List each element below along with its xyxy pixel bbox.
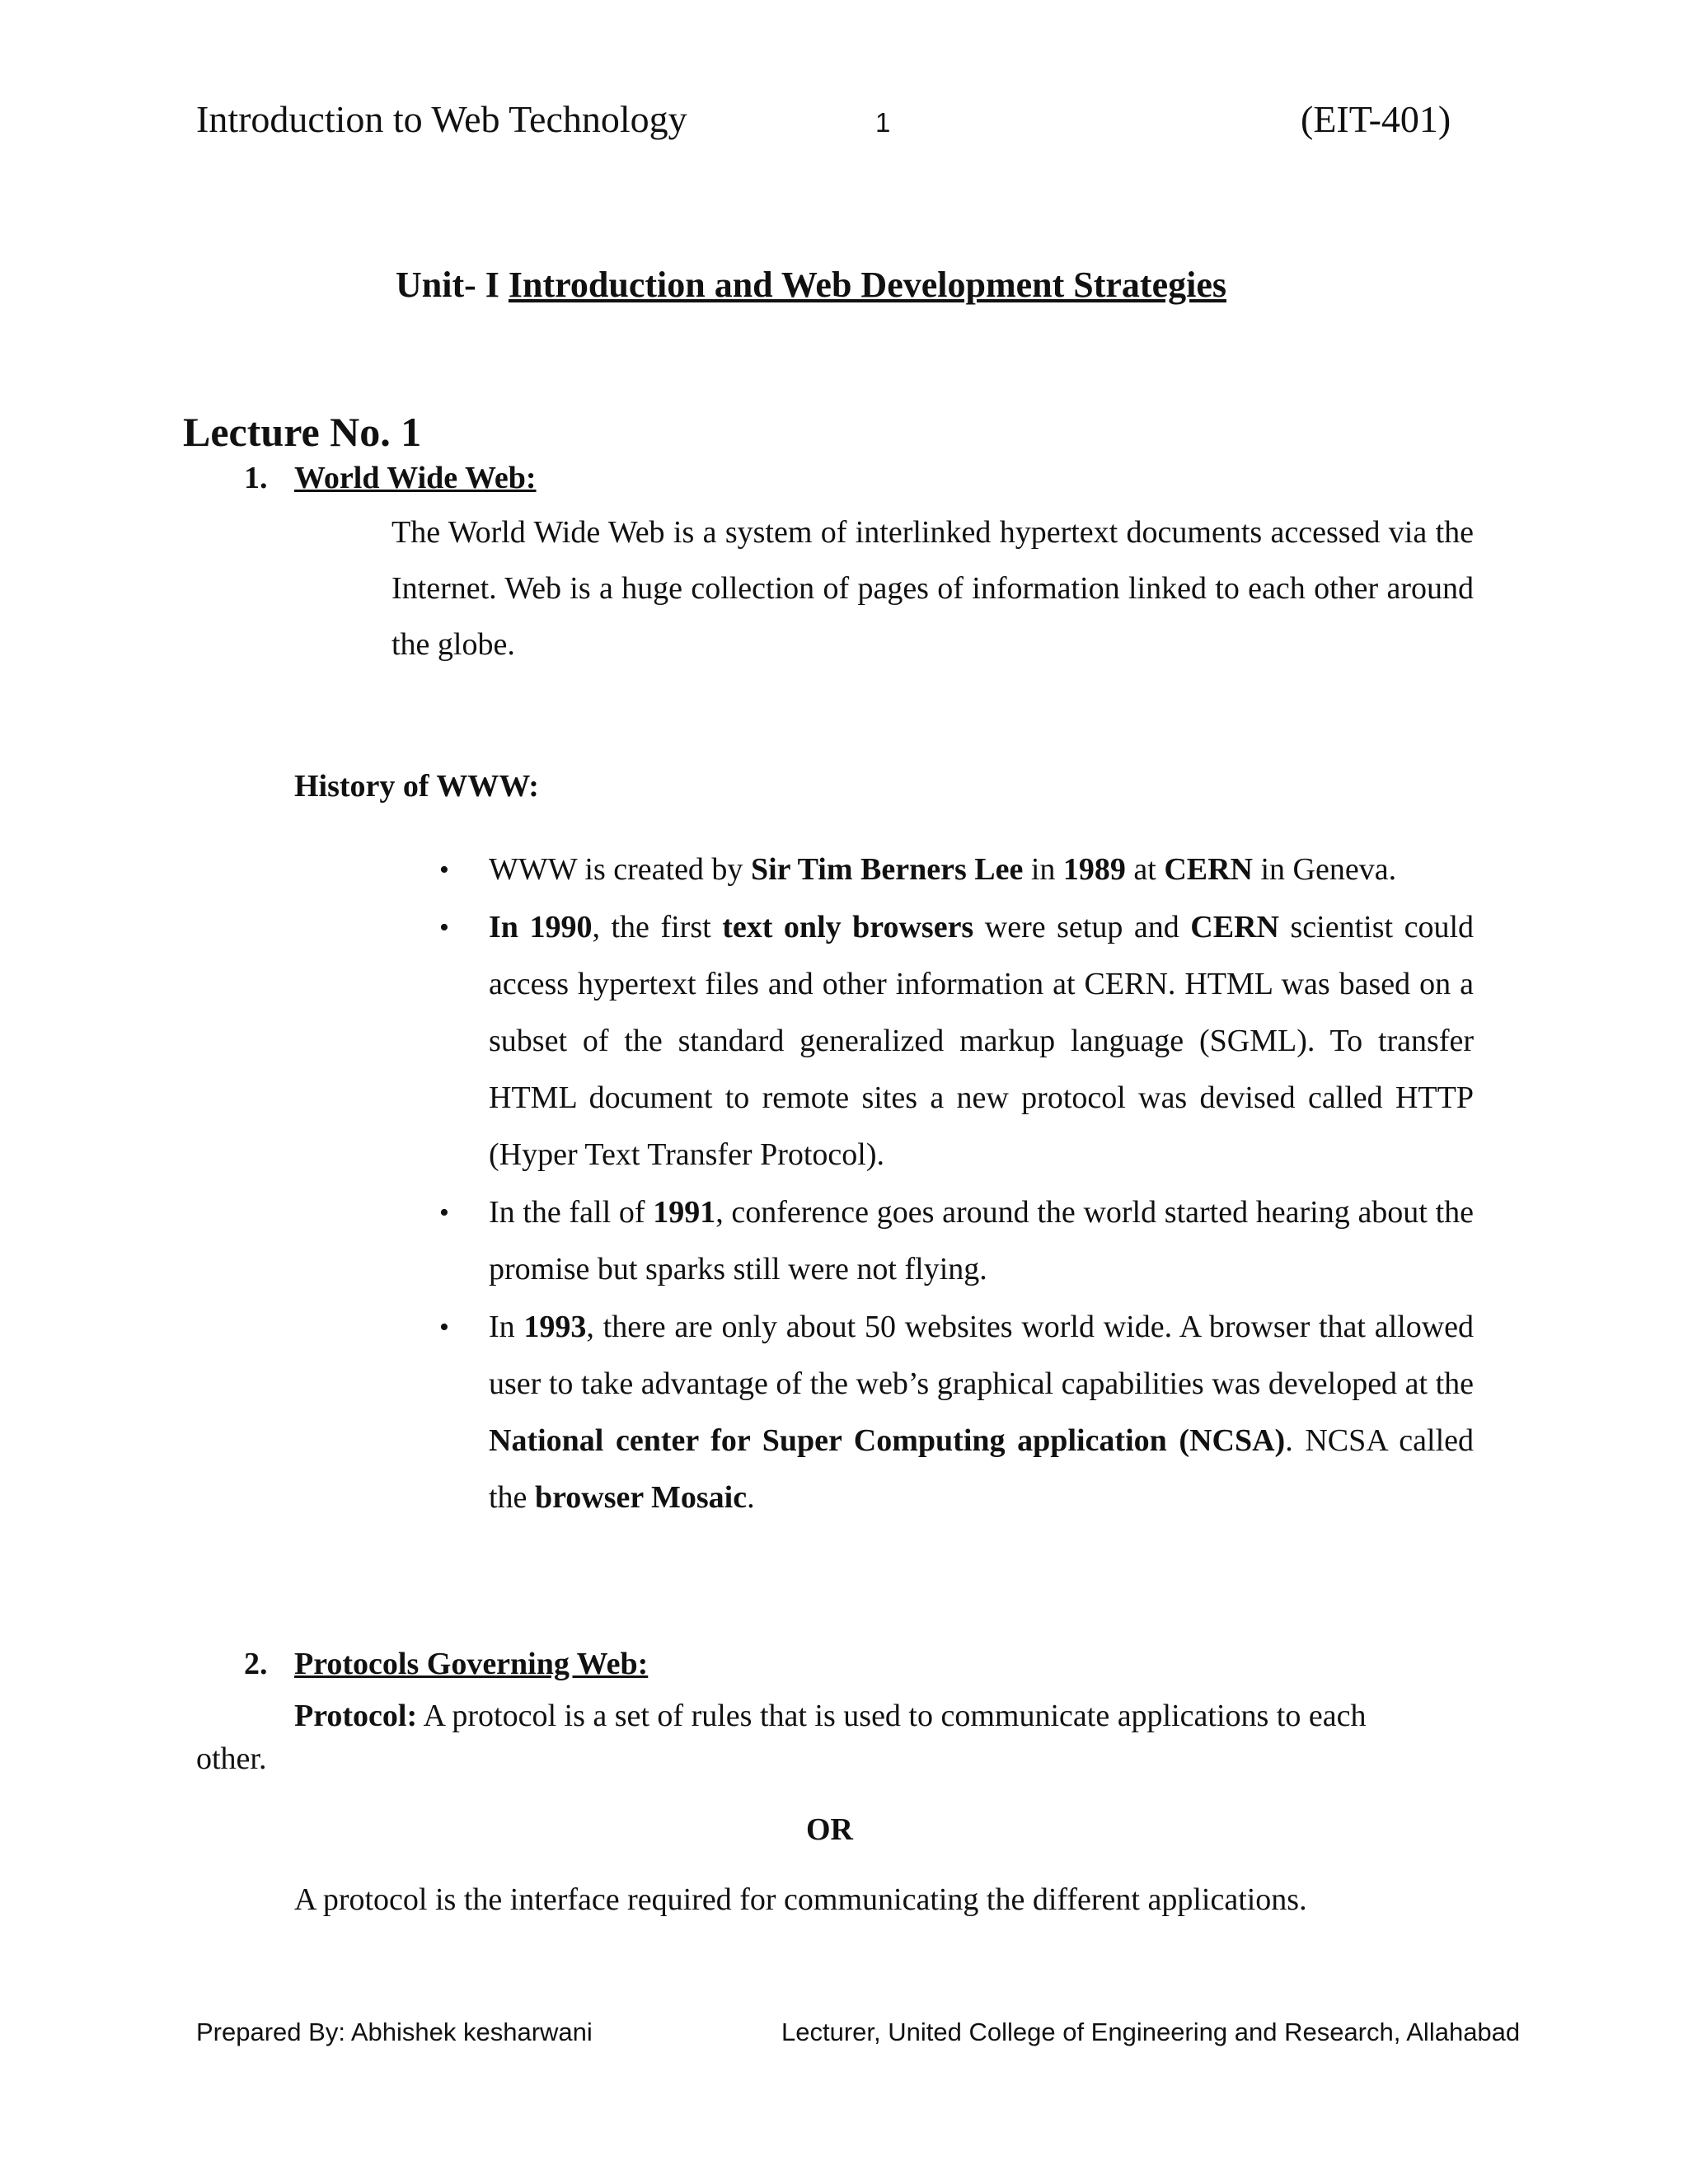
footer-affiliation: Lecturer, United College of Engineering and Research, Allahabad	[781, 2018, 1521, 2046]
footer-prepared-by: Prepared By: Abhishek kesharwani	[196, 2018, 593, 2046]
unit-title: Introduction and Web Development Strategies	[508, 265, 1226, 305]
unit-prefix: Unit- I	[396, 265, 509, 305]
section-1-heading	[294, 460, 537, 496]
bold-text: browser Mosaic	[534, 1480, 748, 1515]
text-run: scientist could access hypertext files and other information at CERN. HTML was based on a subset of the standard generalized markup language (SGML). To transfer HTML document to remote sites a new protocol was devised called HTTP (Hyper Text Transfer Protocol).	[489, 910, 1475, 1172]
history-bullet	[439, 1184, 1474, 1298]
protocol-text-continued: other.	[196, 1741, 267, 1776]
bold-text: CERN	[1164, 852, 1253, 887]
header-course-title: Introduction to Web Technology	[196, 98, 687, 140]
history-heading: History of WWW:	[294, 769, 539, 804]
history-bullet	[439, 1299, 1475, 1526]
protocol-label: Protocol:	[294, 1699, 418, 1733]
bold-text: 1993	[523, 1310, 587, 1344]
section-1-number: 1.	[244, 461, 268, 495]
history-bullet	[439, 841, 1474, 898]
history-bullet	[439, 899, 1475, 1183]
header-course-code: (EIT-401)	[1301, 98, 1451, 140]
section-2-heading	[294, 1646, 648, 1682]
bullet-icon: •	[439, 855, 449, 885]
bold-text: CERN	[1190, 910, 1279, 944]
text-run: , there are only about 50 websites world wide. A browser that allowed user to take advantage of the web’s graphical capabilities was developed at the	[489, 1310, 1475, 1401]
bold-text: National center for Super Computing application (NCSA)	[489, 1423, 1286, 1458]
text-run: WWW is created by	[489, 852, 751, 887]
or-separator: OR	[806, 1812, 853, 1847]
text-run: . NCSA called the	[489, 1423, 1474, 1515]
section-1-body: The World Wide Web is a system of interlinked hypertext documents accessed via the Internet. Web is a huge collection of pages of information linked to each other around the globe.	[392, 515, 1474, 662]
bullet-icon: •	[439, 912, 449, 943]
section-2-number: 2.	[244, 1647, 268, 1681]
text-run: , conference goes around the world started hearing about the promise but sparks still were not flying.	[489, 1195, 1474, 1286]
text-run: at	[1125, 852, 1165, 887]
bullet-icon: •	[439, 1197, 449, 1228]
text-run: In the fall of	[489, 1195, 654, 1230]
bold-text: 1989	[1062, 852, 1126, 887]
page-number: 1	[875, 107, 891, 138]
lecture-title: Lecture No. 1	[183, 409, 422, 455]
bold-text: 1991	[653, 1195, 716, 1230]
history-list	[439, 841, 1475, 1527]
text-run: in	[1023, 852, 1063, 887]
bold-text: In 1990	[489, 910, 593, 944]
bold-text: text only browsers	[722, 910, 974, 944]
bullet-icon: •	[439, 1312, 449, 1343]
protocol-definition	[294, 1698, 1366, 1734]
text-run: were setup and	[973, 910, 1191, 944]
protocol-alt-definition: A protocol is the interface required for communicating the different applications.	[294, 1882, 1307, 1917]
protocol-text: A protocol is a set of rules that is used to communicate applications to each	[417, 1699, 1367, 1733]
text-run: in Geneva.	[1253, 852, 1397, 887]
text-run: .	[747, 1480, 755, 1515]
unit-heading	[396, 264, 1226, 306]
section-2-title: Protocols Governing Web:	[294, 1647, 649, 1681]
text-run: , the first	[592, 910, 723, 944]
section-1-title: World Wide Web:	[294, 461, 537, 495]
text-run: In	[489, 1310, 524, 1344]
bold-text: Sir Tim Berners Lee	[750, 852, 1024, 887]
